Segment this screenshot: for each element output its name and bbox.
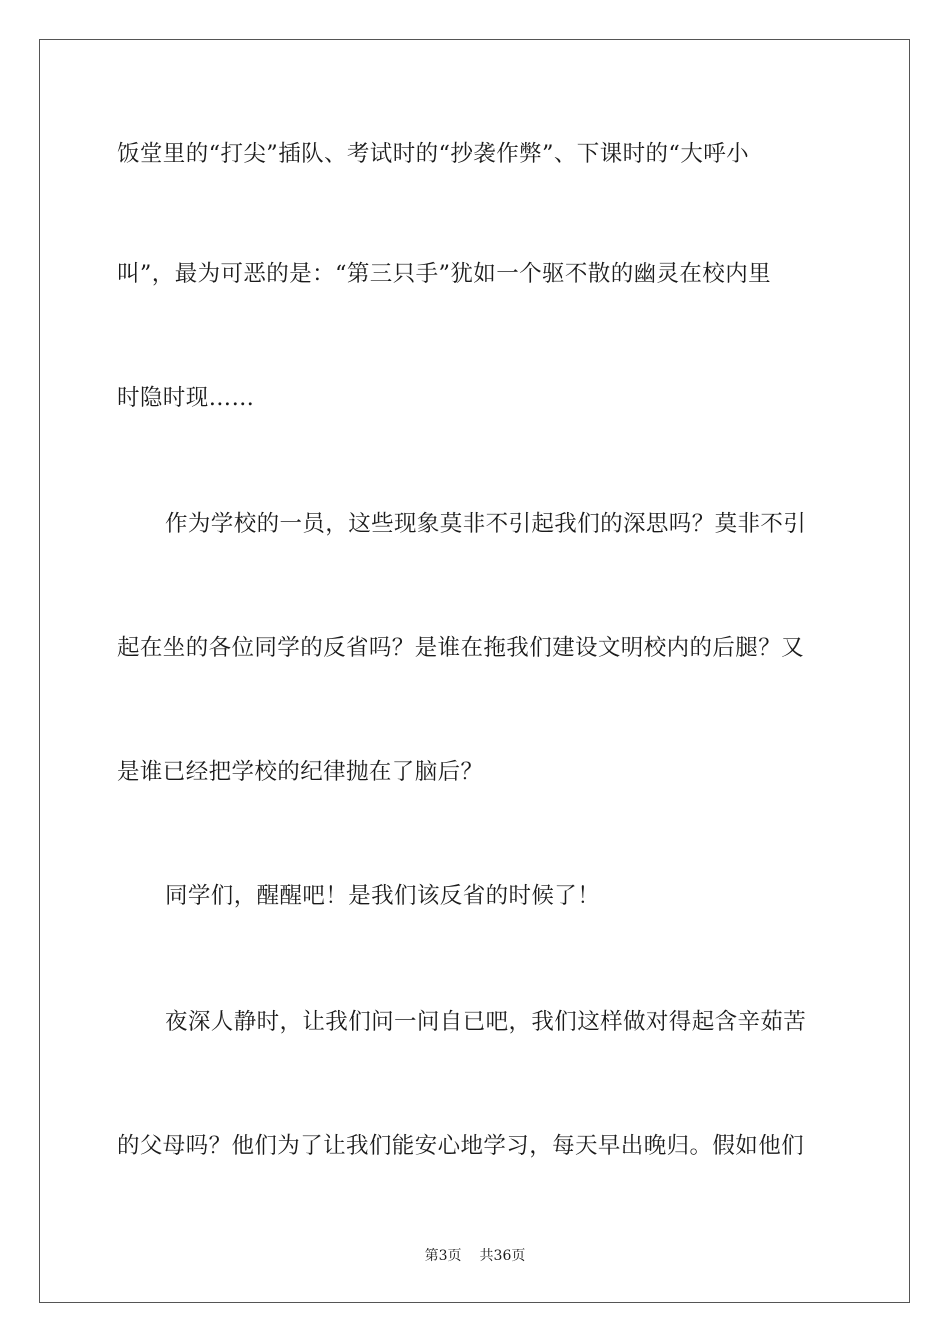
text-line-7: 同学们，醒醒吧！是我们该反省的时候了！ — [165, 883, 601, 909]
text-line-1: 饭堂里的“打尖”插队、考试时的“抄袭作弊”、下课时的“大呼小 — [117, 141, 750, 167]
text-line-9: 的父母吗？他们为了让我们能安心地学习，每天早出晚归。假如他们 — [117, 1133, 805, 1159]
text-line-2: 叫”，最为可恶的是：“第三只手”犹如一个驱不散的幽灵在校内里 — [117, 261, 772, 287]
text-line-6: 是谁已经把学校的纪律抛在了脑后？ — [117, 759, 484, 785]
text-line-8: 夜深人静时，让我们问一问自已吧，我们这样做对得起含辛茹苦 — [165, 1009, 807, 1035]
page-total: 共36页 — [479, 1248, 526, 1264]
page-footer — [0, 1246, 950, 1266]
page-number: 第3页 — [424, 1248, 462, 1264]
text-line-5: 起在坐的各位同学的反省吗？是谁在拖我们建设文明校内的后腿？又 — [117, 635, 805, 661]
text-line-4: 作为学校的一员，这些现象莫非不引起我们的深思吗？莫非不引 — [165, 511, 807, 537]
page-frame — [39, 39, 910, 1303]
text-line-3: 时隐时现…… — [117, 385, 255, 411]
